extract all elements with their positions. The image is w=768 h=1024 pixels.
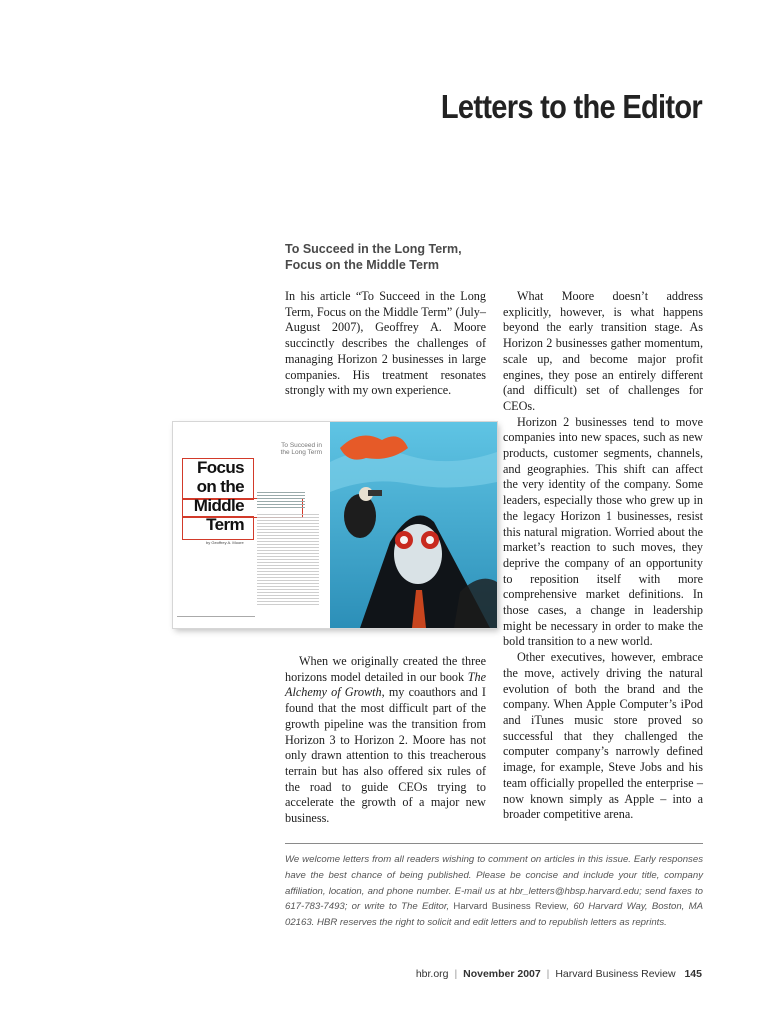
spread-headline-line-2: on the [196,477,244,496]
spread-headline-line-1: Focus [196,458,244,477]
notice-top-rule [285,843,703,844]
spread-headline-line-4: Term [206,515,244,534]
spread-deck-text [257,492,305,510]
column-1-top [285,289,486,399]
spread-headline-line-3: Middle [193,496,244,515]
submission-notice [285,852,703,931]
footer-separator: | [546,968,550,980]
page-footer [416,968,702,980]
spread-byline: by Geoffrey A. Moore [206,540,244,545]
footer-site-link[interactable]: hbr.org [415,968,449,980]
spread-footer-rule [177,616,255,617]
spread-kicker [281,442,322,456]
letter-paragraph-1: In his article “To Succeed in the Long Term, Focus on the Middle Term” (July–August 2007), Geoffrey A. Moore succinctly describes the challenges of managing Horizon 2 businesses in large companies. His treatment resonates strongly with my own experience. [285,289,486,398]
paragraph-2-text-a: When we originally created the three horizons model detailed in our book [285,654,486,684]
notice-publication-name: Harvard Business Review [453,901,567,913]
letter-paragraph-3: What Moore doesn’t address explicitly, however, is what happens beyond the early transition stage. As Horizon 2 businesses gather momentum, scale up, and become major profit engines, they pose an entirely different (and difficult) set of challenges for CEOs. [503,289,703,413]
article-spread-image [173,422,497,628]
footer-date: November 2007 [463,968,541,980]
spread-left-page [173,422,331,628]
notice-text-c: , 60 Harvard Way, Boston, MA 02163. HBR reserves the right to solicit and edit letters and to republish letters as reprints. [285,901,703,929]
book-title: The Alchemy of Growth [285,669,486,700]
letter-paragraph-5: Other executives, however, embrace the move, actively driving the natural evolution of both the brand and the company. When Apple Computer’s iPod and iTunes music store proved so successful that they challenged the computer company’s narrowly defined image, for example, Steve Jobs and his team officially propelled the enterprise – now known simply as Apple – into a broader competitive arena. [503,650,703,822]
spread-kicker-line-1: To Succeed in [281,442,322,449]
binoculars-illustration [330,422,497,628]
article-subhead [285,241,462,273]
page-title: Letters to the Editor [440,88,702,125]
spread-body-text [257,514,319,606]
subhead-line-2: Focus on the Middle Term [285,258,439,272]
footer-separator: | [454,968,458,980]
column-2 [503,289,703,823]
spread-kicker-line-2: the Long Term [280,449,322,456]
paragraph-2-text-b: , my coauthors and I found that the most difficult part of the growth pipeline was the transition from Horizon 3 to Horizon 2. Moore has not only drawn attention to this treacherous terrain but has also offered six rules of the road to guide CEOs trying to accelerate the growth of a major new business. [285,685,486,826]
letter-paragraph-2 [285,654,486,827]
subhead-line-1: To Succeed in the Long Term, [285,242,462,256]
letter-paragraph-4: Horizon 2 businesses tend to move companies into new spaces, such as new products, customer segments, channels, and geographies. This shift can affect the very identity of the company. Some leaders, especially those who grew up in the legacy Horizon 1 businesses, resist this natural migration. Worried about the market’s reaction to such moves, they deprive the company of an opportunity to reposition itself with more comprehensive market definitions. In those cases, a change in leadership might be necessary in order to make the bold transition to a new world. [503,414,703,649]
column-1-bottom [285,654,486,827]
notice-text-a: We welcome letters from all readers wishing to comment on articles in this issue. Early responses have the best chance of being published. Please be concise and include your title, company affiliation, location, and phone number. E-mail us at hbr_letters@hbsp.harvard.edu; send faxes to 617-783-7493; or write to The Editor, [285,854,703,913]
footer-publication: Harvard Business Review [555,968,676,980]
footer-page-number: 145 [684,968,702,980]
spread-illustration [330,422,497,628]
spread-headline [194,458,244,534]
